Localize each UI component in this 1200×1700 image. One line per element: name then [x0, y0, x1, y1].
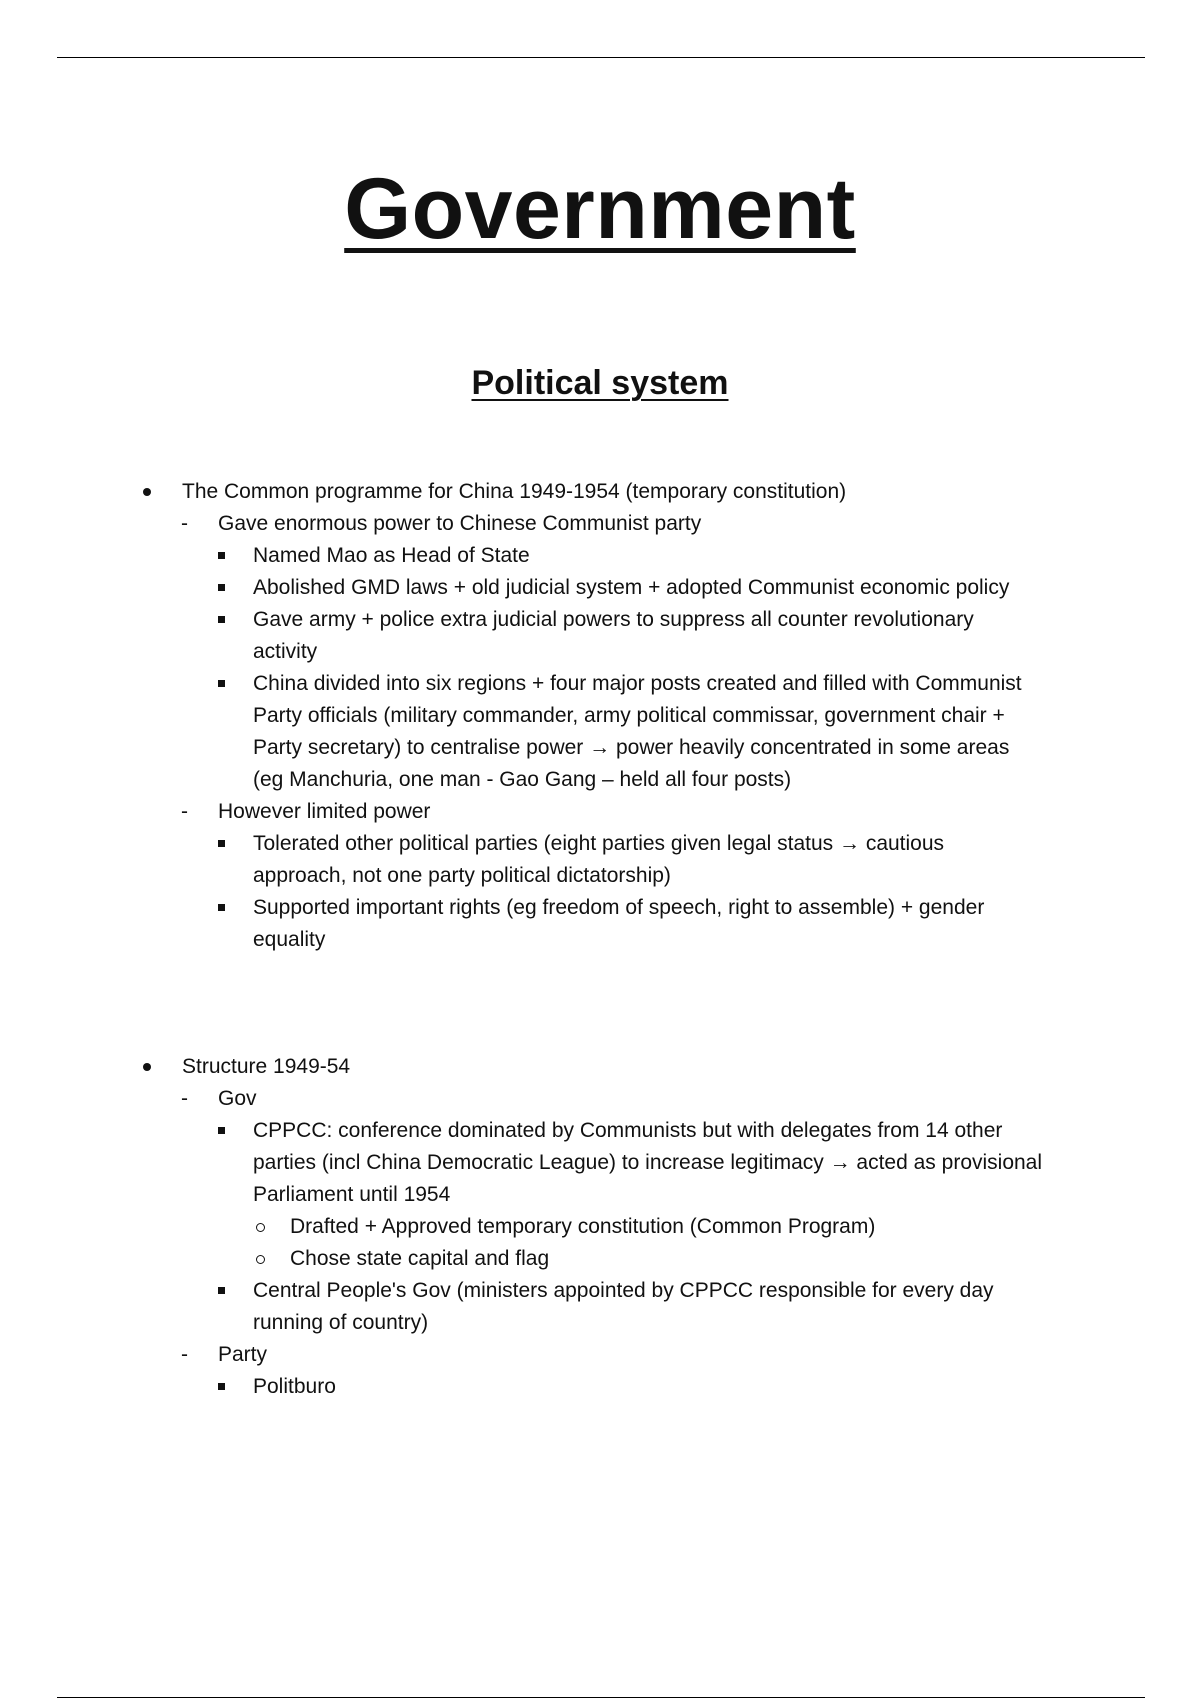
- list-item: - However limited power: [0, 796, 1200, 828]
- structure-section: [0, 1051, 1200, 1403]
- list-item: Drafted + Approved temporary constitution (Common Program): [0, 1211, 1200, 1243]
- bottom-rule: [57, 1697, 1145, 1698]
- bullet-icon: [143, 1051, 151, 1083]
- dash-icon: -: [181, 1087, 188, 1110]
- square-bullet-icon: [218, 572, 225, 604]
- list-item: - Party: [0, 1339, 1200, 1371]
- list-item: Central People's Gov (ministers appointed by CPPCC responsible for every day running of country): [0, 1275, 1043, 1339]
- square-bullet-icon: [218, 892, 225, 924]
- square-bullet-icon: [218, 604, 225, 636]
- dash-icon: -: [181, 800, 188, 823]
- list-item: China divided into six regions + four major posts created and filled with Communist Party officials (military commander, army political commissar, government chair + Party secretary) to centralise power → power heavily concentrated in some areas (eg Manchuria, one man - Gao Gang – held all four posts): [0, 668, 1043, 796]
- circle-bullet-icon: [256, 1211, 265, 1243]
- square-bullet-icon: [218, 540, 225, 572]
- list-item: The Common programme for China 1949-1954 (temporary constitution): [0, 476, 1200, 508]
- list-item: - Gov: [0, 1083, 1200, 1115]
- top-rule: [57, 57, 1145, 58]
- dash-icon: -: [181, 1343, 188, 1366]
- square-bullet-icon: [218, 1371, 225, 1403]
- list-item: Abolished GMD laws + old judicial system + adopted Communist economic policy: [0, 572, 1053, 604]
- common-programme-section: [0, 476, 1200, 956]
- section-heading: Political system: [471, 364, 729, 402]
- bullet-icon: [143, 476, 151, 508]
- list-item: Chose state capital and flag: [0, 1243, 1200, 1275]
- list-item: - Gave enormous power to Chinese Communist party: [0, 508, 1200, 540]
- list-item: Politburo: [0, 1371, 1053, 1403]
- square-bullet-icon: [218, 1115, 225, 1147]
- list-item: CPPCC: conference dominated by Communists but with delegates from 14 other parties (incl China Democratic League) to increase legitimacy → acted as provisional Parliament until 1954: [0, 1115, 1053, 1211]
- square-bullet-icon: [218, 828, 225, 860]
- page-title: Government: [344, 161, 856, 257]
- circle-bullet-icon: [256, 1243, 265, 1275]
- square-bullet-icon: [218, 1275, 225, 1307]
- list-item: Gave army + police extra judicial powers to suppress all counter revolutionary activity: [0, 604, 1023, 668]
- dash-icon: -: [181, 512, 188, 535]
- list-item: Tolerated other political parties (eight parties given legal status → cautious approach, not one party political dictatorship): [0, 828, 1013, 892]
- list-item: Structure 1949-54: [0, 1051, 1200, 1083]
- list-item: Supported important rights (eg freedom of speech, right to assemble) + gender equality: [0, 892, 1043, 956]
- list-item: Named Mao as Head of State: [0, 540, 1053, 572]
- square-bullet-icon: [218, 668, 225, 700]
